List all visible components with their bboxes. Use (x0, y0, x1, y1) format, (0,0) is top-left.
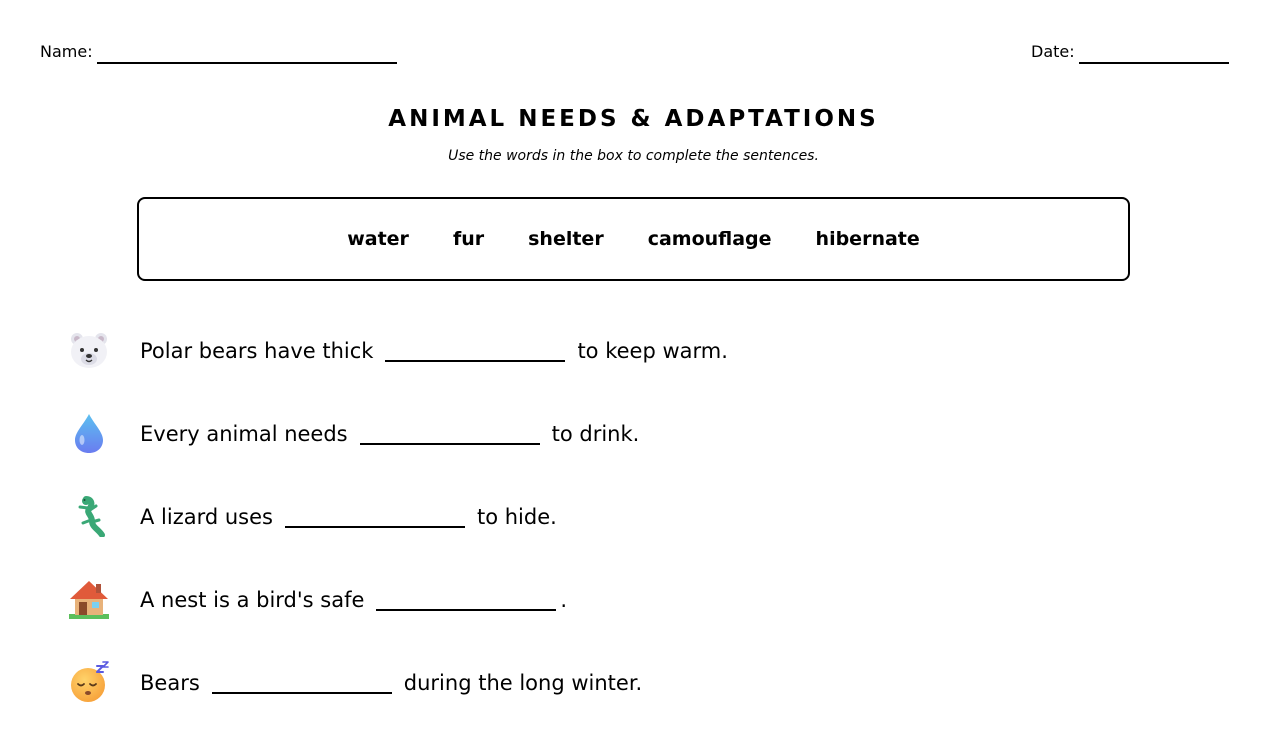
sleeping-face-icon (68, 661, 110, 703)
sentence-after: during the long winter. (403, 670, 643, 695)
answer-blank[interactable] (212, 670, 392, 694)
sentence-text (140, 338, 728, 363)
sentence-before: Polar bears have thick (140, 338, 374, 363)
sentence-after: to keep warm. (577, 338, 728, 363)
sentence-row (68, 328, 728, 372)
sentence-row (68, 411, 639, 455)
sentence-text (140, 504, 557, 529)
sentence-after: . (560, 587, 568, 612)
word-bank-item: hibernate (815, 228, 920, 250)
answer-blank[interactable] (285, 504, 465, 528)
instructions: Use the words in the box to complete the sentences. (448, 148, 819, 164)
word-bank-item: shelter (528, 228, 604, 250)
water-drop-icon (68, 412, 110, 454)
sentence-before: Bears (140, 670, 200, 695)
word-bank-item: camouflage (647, 228, 772, 250)
date-line (1031, 40, 1229, 64)
sentence-after: to hide. (476, 504, 557, 529)
sentence-after: to drink. (551, 421, 640, 446)
name-blank[interactable] (97, 42, 397, 64)
sentence-row (68, 494, 557, 538)
sentence-text (140, 587, 567, 612)
word-bank-item: fur (452, 228, 485, 250)
word-bank (137, 197, 1130, 281)
house-icon (68, 578, 110, 620)
sentence-before: A lizard uses (140, 504, 273, 529)
answer-blank[interactable] (360, 421, 540, 445)
sentence-before: A nest is a bird's safe (140, 587, 365, 612)
sentence-text (140, 670, 642, 695)
sentence-row (68, 577, 567, 621)
answer-blank[interactable] (385, 338, 565, 362)
lizard-icon (68, 495, 110, 537)
date-blank[interactable] (1079, 42, 1229, 64)
polar-bear-icon (68, 329, 110, 371)
word-bank-item: water (347, 228, 409, 250)
sentence-text (140, 421, 639, 446)
name-line (40, 40, 397, 64)
name-label: Name: (40, 42, 93, 61)
date-label: Date: (1031, 42, 1075, 61)
page-title: ANIMAL NEEDS & ADAPTATIONS (388, 106, 879, 132)
sentence-before: Every animal needs (140, 421, 348, 446)
answer-blank[interactable] (376, 587, 556, 611)
sentence-row (68, 660, 642, 704)
